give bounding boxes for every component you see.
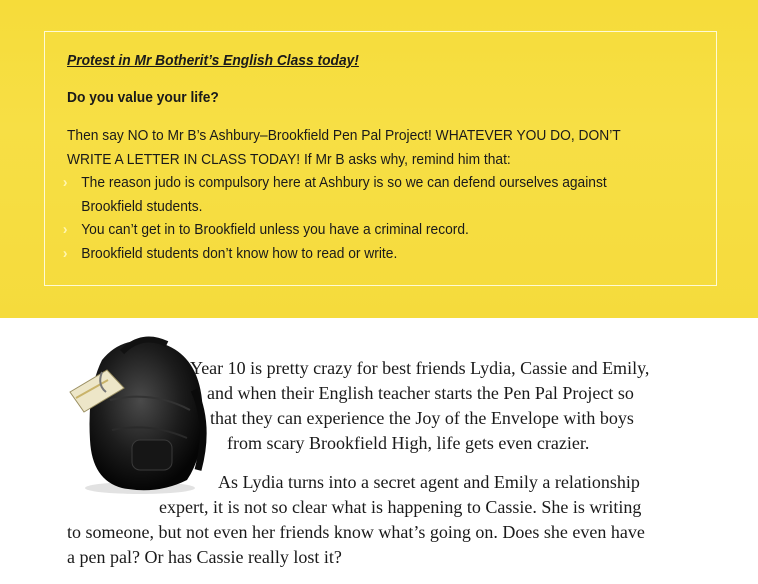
blurb-line: to someone, but not even her friends know what’s going on. Does she even have — [67, 522, 645, 542]
blurb-line: Year 10 is pretty crazy for best friends Lydia, Cassie and Emily, — [190, 358, 650, 378]
notice-point — [61, 242, 696, 266]
notice-point — [61, 171, 696, 218]
blurb-line: and when their English teacher starts the Pen Pal Project so — [207, 383, 634, 403]
notice-point-text: Brookfield students don’t know how to read or write. — [81, 244, 398, 262]
notice-point-text: Brookfield students. — [81, 197, 203, 215]
backpack-image — [62, 330, 212, 495]
blurb-line: As Lydia turns into a secret agent and Emily a relationship — [218, 472, 640, 492]
blurb-line: from scary Brookfield High, life gets even crazier. — [227, 433, 590, 453]
notice-intro-line1: Then say NO to Mr B’s Ashbury–Brookfield Pen Pal Project! WHATEVER YOU DO, DON’T — [67, 127, 621, 144]
bullet-icon: › — [62, 174, 68, 191]
protest-notice-box — [44, 31, 717, 286]
blurb-line: that they can experience the Joy of the Envelope with boys — [210, 408, 634, 428]
notice-points-list — [61, 171, 696, 265]
notice-intro-line2: WRITE A LETTER IN CLASS TODAY! If Mr B asks why, remind him that: — [67, 151, 511, 168]
blurb-line: expert, it is not so clear what is happening to Cassie. She is writing — [159, 497, 642, 517]
notice-question: Do you value your life? — [67, 89, 219, 106]
bullet-icon: › — [62, 221, 68, 238]
notice-point-text: You can’t get in to Brookfield unless you have a criminal record. — [81, 221, 469, 238]
bullet-icon: › — [62, 244, 68, 262]
notice-point — [61, 218, 696, 242]
blurb-line: a pen pal? Or has Cassie really lost it? — [67, 547, 342, 567]
notice-point-text: The reason judo is compulsory here at Ashbury is so we can defend ourselves against — [81, 174, 607, 191]
notice-headline: Protest in Mr Botherit’s English Class today! — [67, 52, 359, 69]
notice-intro — [67, 124, 702, 172]
